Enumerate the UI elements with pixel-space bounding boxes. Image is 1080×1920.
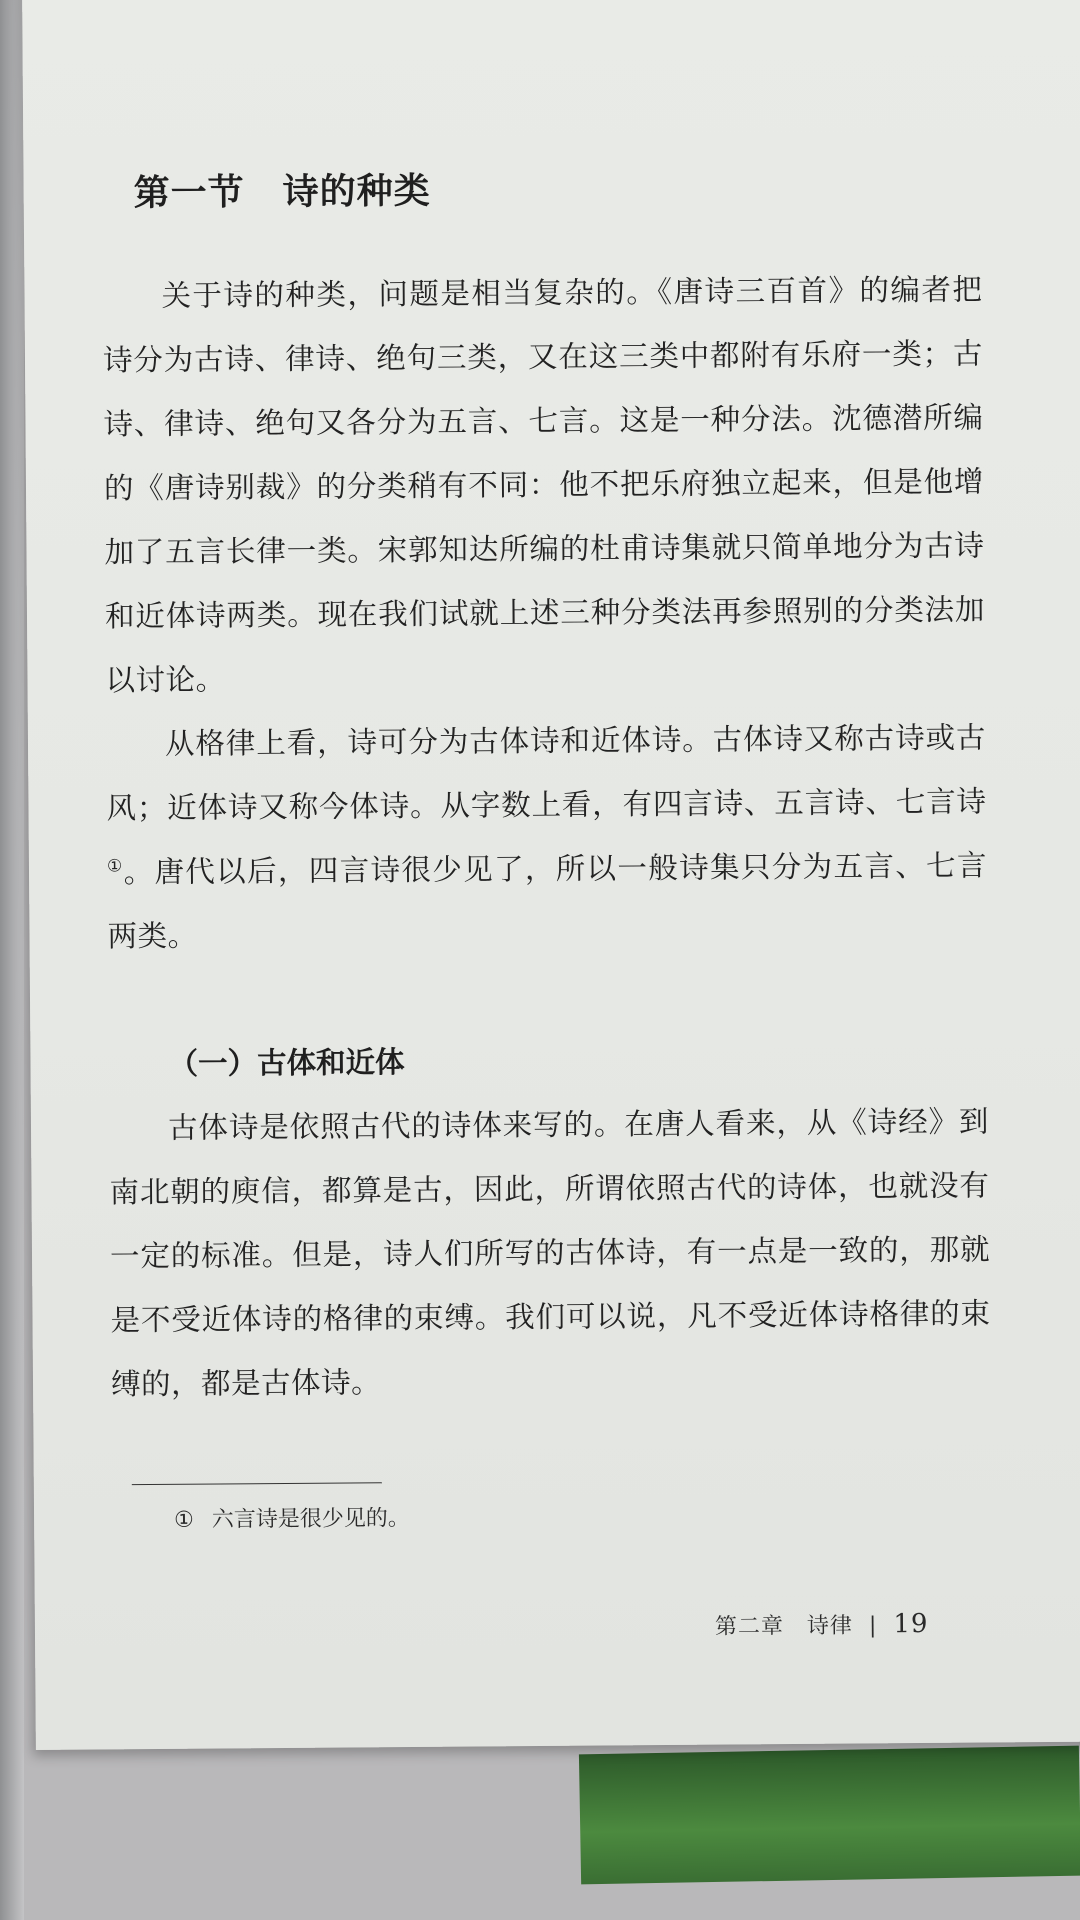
- paragraph-2-text-before: 从格律上看，诗可分为古体诗和近体诗。古体诗又称古诗或古风；近体诗又称今体诗。从字数上看，有四言诗、五言诗、七言诗: [106, 720, 987, 826]
- footnote-mark: ①: [174, 1507, 194, 1533]
- background-left-edge: [0, 0, 24, 1920]
- footnote-text: 六言诗是很少见的。: [211, 1506, 410, 1533]
- paragraph-2: [106, 705, 988, 968]
- book-page: [22, 0, 1080, 1750]
- footnote: [174, 1496, 992, 1533]
- page-number: 19: [893, 1608, 929, 1640]
- subsection-heading: （一）古体和近体: [168, 1044, 405, 1081]
- paragraph-2-text-after: 。唐代以后，四言诗很少见了，所以一般诗集只分为五言、七言两类。: [107, 848, 988, 954]
- footnote-reference: ①: [106, 856, 124, 877]
- subsection-paragraph: 古体诗是依照古代的诗体来写的。在唐人看来，从《诗经》到南北朝的庾信，都算是古，因此，所谓依照古代的诗体，也就没有一定的标准。但是，诗人们所写的古体诗，有一点是一致的，那就是不受近体诗的格律的束缚。我们可以说，凡不受近体诗格律的束缚的，都是古体诗。: [109, 1104, 991, 1402]
- paragraph-1: 关于诗的种类，问题是相当复杂的。《唐诗三百首》的编者把诗分为古诗、律诗、绝句三类，又在这三类中都附有乐府一类；古诗、律诗、绝句又各分为五言、七言。这是一种分法。沈德潜所编的《唐诗别裁》的分类稍有不同：他不把乐府独立起来，但是他增加了五言长律一类。宋郭知达所编的杜甫诗集就只简单地分为古诗和近体诗两类。现在我们试就上述三种分类法再参照别的分类法加以讨论。: [102, 272, 986, 698]
- background-under-page: [579, 1746, 1080, 1885]
- section-heading: [133, 158, 981, 216]
- footer-separator: |: [868, 1613, 878, 1639]
- running-chapter-title: 第二章 诗律: [714, 1613, 854, 1640]
- page-content: [101, 158, 992, 1534]
- footnote-divider: [132, 1482, 382, 1485]
- section-title: 诗的种类: [282, 169, 431, 213]
- page-footer: [715, 1608, 929, 1641]
- section-number: 第一节: [133, 171, 245, 215]
